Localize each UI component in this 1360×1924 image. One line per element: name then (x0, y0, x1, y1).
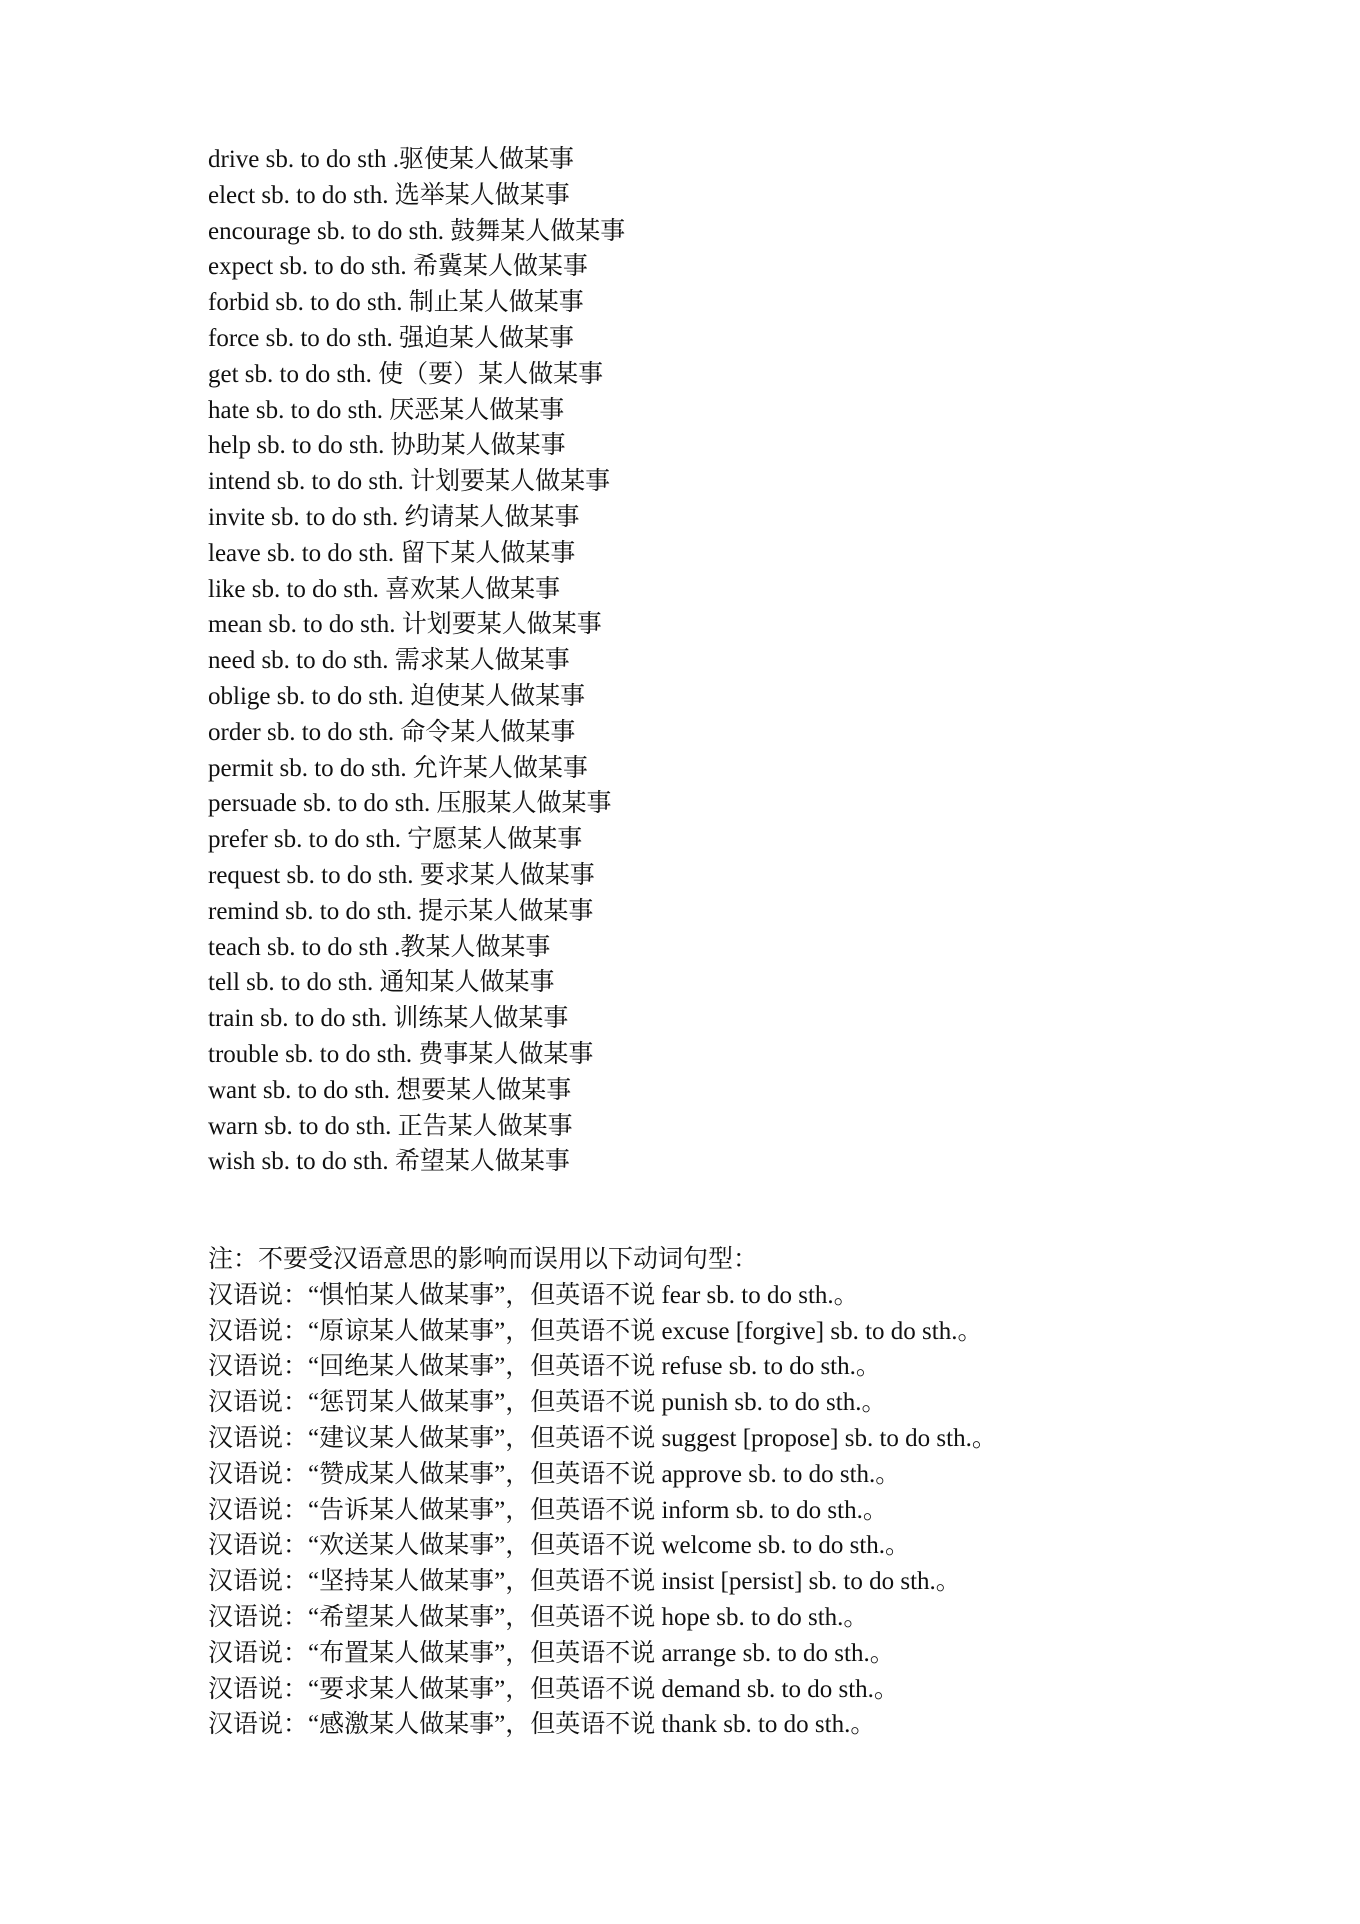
verb-pattern-line: forbid sb. to do sth. 制止某人做某事 (208, 289, 584, 317)
verb-pattern-line: help sb. to do sth. 协助某人做某事 (208, 432, 566, 460)
note-line: 汉语说：“希望某人做某事”，但英语不说 hope sb. to do sth.。 (208, 1603, 869, 1631)
verb-pattern-line: prefer sb. to do sth. 宁愿某人做某事 (208, 826, 583, 854)
verb-pattern-line: mean sb. to do sth. 计划要某人做某事 (208, 611, 602, 639)
verb-pattern-line: train sb. to do sth. 训练某人做某事 (208, 1005, 569, 1033)
verb-pattern-line: expect sb. to do sth. 希冀某人做某事 (208, 253, 588, 281)
verb-pattern-line: encourage sb. to do sth. 鼓舞某人做某事 (208, 217, 626, 245)
verb-pattern-line: invite sb. to do sth. 约请某人做某事 (208, 503, 580, 531)
note-line: 汉语说：“告诉某人做某事”，但英语不说 inform sb. to do sth.。 (208, 1496, 888, 1524)
verb-pattern-line: teach sb. to do sth .教某人做某事 (208, 933, 551, 961)
note-line: 汉语说：“建议某人做某事”，但英语不说 suggest [propose] sb. to do sth.。 (208, 1424, 997, 1452)
note-line: 汉语说：“欢送某人做某事”，但英语不说 welcome sb. to do sth.。 (208, 1532, 911, 1560)
verb-pattern-line: intend sb. to do sth. 计划要某人做某事 (208, 468, 611, 496)
usage-notes (208, 1242, 1308, 1743)
verb-pattern-line: like sb. to do sth. 喜欢某人做某事 (208, 575, 561, 603)
verb-pattern-list (208, 142, 1208, 1180)
note-line: 汉语说：“坚持某人做某事”，但英语不说 insist [persist] sb. to do sth.。 (208, 1568, 961, 1596)
note-line: 汉语说：“布置某人做某事”，但英语不说 arrange sb. to do sth.。 (208, 1639, 895, 1667)
verb-pattern-line: drive sb. to do sth .驱使某人做某事 (208, 146, 574, 173)
note-line: 汉语说：“感激某人做某事”，但英语不说 thank sb. to do sth.。 (208, 1711, 876, 1739)
note-line: 汉语说：“惩罚某人做某事”，但英语不说 punish sb. to do sth.。 (208, 1389, 887, 1417)
verb-pattern-line: trouble sb. to do sth. 费事某人做某事 (208, 1040, 594, 1068)
verb-pattern-line: warn sb. to do sth. 正告某人做某事 (208, 1112, 573, 1140)
note-title: 注：不要受汉语意思的影响而误用以下动词句型： (208, 1246, 759, 1273)
note-line: 汉语说：“惧怕某人做某事”，但英语不说 fear sb. to do sth.。 (208, 1281, 859, 1309)
note-line: 汉语说：“要求某人做某事”，但英语不说 demand sb. to do sth.。 (208, 1675, 899, 1703)
verb-pattern-line: order sb. to do sth. 命令某人做某事 (208, 718, 576, 746)
verb-pattern-line: permit sb. to do sth. 允许某人做某事 (208, 754, 588, 782)
verb-pattern-line: persuade sb. to do sth. 压服某人做某事 (208, 790, 612, 818)
verb-pattern-line: elect sb. to do sth. 选举某人做某事 (208, 181, 570, 209)
note-line: 汉语说：“原谅某人做某事”，但英语不说 excuse [forgive] sb. to do sth.。 (208, 1317, 983, 1345)
verb-pattern-line: remind sb. to do sth. 提示某人做某事 (208, 897, 594, 925)
verb-pattern-line: request sb. to do sth. 要求某人做某事 (208, 861, 595, 889)
verb-pattern-line: hate sb. to do sth. 厌恶某人做某事 (208, 396, 565, 424)
verb-pattern-line: leave sb. to do sth. 留下某人做某事 (208, 539, 576, 567)
verb-pattern-line: force sb. to do sth. 强迫某人做某事 (208, 324, 574, 352)
note-line: 汉语说：“赞成某人做某事”，但英语不说 approve sb. to do sth.。 (208, 1460, 901, 1488)
verb-pattern-line: need sb. to do sth. 需求某人做某事 (208, 647, 570, 675)
note-line: 汉语说：“回绝某人做某事”，但英语不说 refuse sb. to do sth.。 (208, 1353, 881, 1381)
verb-pattern-line: oblige sb. to do sth. 迫使某人做某事 (208, 682, 586, 710)
verb-pattern-line: wish sb. to do sth. 希望某人做某事 (208, 1148, 570, 1176)
verb-pattern-line: get sb. to do sth. 使（要）某人做某事 (208, 360, 604, 388)
verb-pattern-line: tell sb. to do sth. 通知某人做某事 (208, 969, 555, 997)
verb-pattern-line: want sb. to do sth. 想要某人做某事 (208, 1076, 572, 1104)
